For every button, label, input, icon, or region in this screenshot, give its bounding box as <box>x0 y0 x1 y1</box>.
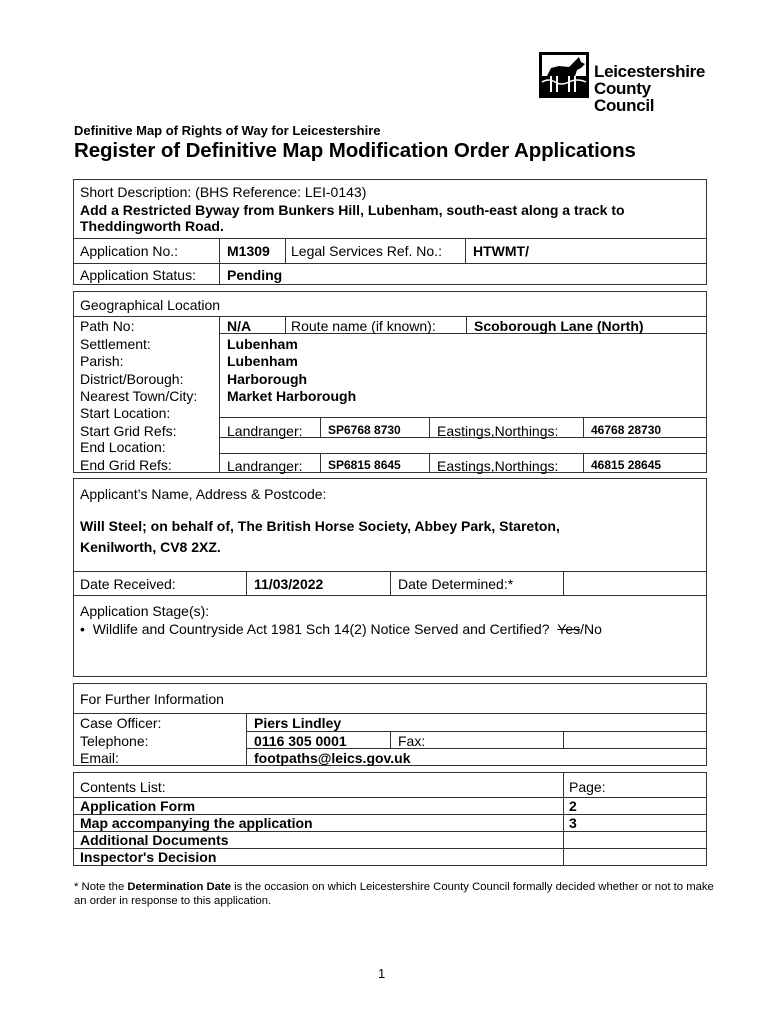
contents-item-additional: Additional Documents <box>80 832 229 848</box>
path-no-value: N/A <box>227 318 252 334</box>
town-value: Market Harborough <box>227 388 357 404</box>
parish-label: Parish: <box>80 353 124 369</box>
stage-item <box>80 621 602 637</box>
application-no-label: Application No.: <box>80 243 179 259</box>
end-location-label: End Location: <box>80 439 166 455</box>
short-description-line1: Add a Restricted Byway from Bunkers Hill, Lubenham, south-east along a track to <box>80 202 625 218</box>
applicant-line2: Kenilworth, CV8 2XZ. <box>80 539 221 555</box>
start-grid-label: Start Grid Refs: <box>80 423 177 439</box>
council-logo <box>539 52 714 115</box>
telephone-value: 0116 305 0001 <box>254 733 347 749</box>
footnote-rest: is the occasion on which Leicestershire County Council formally decided whether or not to make an order in response to this application. <box>74 881 714 907</box>
contents-label: Contents List: <box>80 779 166 795</box>
contents-item-map: Map accompanying the application <box>80 815 313 831</box>
route-name-value: Scoborough Lane (North) <box>474 318 644 334</box>
footnote-bold: Determination Date <box>127 881 231 893</box>
district-value: Harborough <box>227 371 308 387</box>
end-eastings-value: 46815 28645 <box>591 458 662 472</box>
applicant-label: Applicant’s Name, Address & Postcode: <box>80 486 327 502</box>
path-no-label: Path No: <box>80 318 135 334</box>
legal-ref-value: HTWMT/ <box>473 243 529 259</box>
document-title: Register of Definitive Map Modification Order Applications <box>74 139 636 162</box>
contents-box <box>73 772 707 866</box>
bullet: • <box>80 621 85 637</box>
start-location-label: Start Location: <box>80 405 171 421</box>
stage-yes: Yes <box>557 621 581 637</box>
start-eastings-label: Eastings,Northings: <box>437 423 559 439</box>
footnote-prefix: * Note the <box>74 881 128 893</box>
short-description-line2: Theddingworth Road. <box>80 218 224 234</box>
applicant-box <box>73 478 707 677</box>
fox-emblem-icon <box>539 52 589 98</box>
footnote <box>74 880 714 908</box>
settlement-label: Settlement: <box>80 336 151 352</box>
status-value: Pending <box>227 267 283 283</box>
start-eastings-value: 46768 28730 <box>591 423 662 437</box>
officer-value: Piers Lindley <box>254 715 342 731</box>
short-description-label: Short Description: (BHS Reference: LEI-0143) <box>80 184 367 200</box>
further-info-box <box>73 683 707 766</box>
email-label: Email: <box>80 750 119 766</box>
parish-value: Lubenham <box>227 353 298 369</box>
start-landranger-value: SP6768 8730 <box>328 423 401 437</box>
application-no-value: M1309 <box>227 243 270 259</box>
summary-box <box>73 179 707 285</box>
page-label: Page: <box>569 779 606 795</box>
legal-ref-label: Legal Services Ref. No.: <box>291 243 442 259</box>
status-label: Application Status: <box>80 267 196 283</box>
end-grid-label: End Grid Refs: <box>80 457 172 473</box>
logo-line2: County Council <box>594 79 655 115</box>
route-name-label: Route name (if known): <box>291 318 436 334</box>
geographical-box <box>73 291 707 473</box>
end-landranger-value: SP6815 8645 <box>328 458 401 472</box>
applicant-line1: Will Steel; on behalf of, The British Horse Society, Abbey Park, Stareton, <box>80 518 560 534</box>
stage-label: Application Stage(s): <box>80 603 210 619</box>
stage-no: /No <box>580 621 602 637</box>
logo-line1: Leicestershire <box>594 62 706 81</box>
end-eastings-label: Eastings,Northings: <box>437 458 559 474</box>
contents-page-1: 2 <box>569 798 577 814</box>
settlement-value: Lubenham <box>227 336 298 352</box>
contents-page-2: 3 <box>569 815 577 831</box>
district-label: District/Borough: <box>80 371 184 387</box>
end-landranger-label: Landranger: <box>227 458 303 474</box>
page-number: 1 <box>378 966 386 981</box>
info-heading: For Further Information <box>80 691 224 707</box>
stage-question: Wildlife and Countryside Act 1981 Sch 14(2) Notice Served and Certified? <box>92 621 550 637</box>
date-received-value: 11/03/2022 <box>254 576 324 592</box>
date-received-label: Date Received: <box>80 576 176 592</box>
start-landranger-label: Landranger: <box>227 423 303 439</box>
date-determined-label: Date Determined:* <box>398 576 514 592</box>
telephone-label: Telephone: <box>80 733 149 749</box>
document-subtitle: Definitive Map of Rights of Way for Leicestershire <box>74 123 381 138</box>
geo-heading: Geographical Location <box>80 297 221 313</box>
email-value: footpaths@leics.gov.uk <box>254 750 411 766</box>
contents-item-inspector: Inspector's Decision <box>80 849 217 865</box>
town-label: Nearest Town/City: <box>80 388 198 404</box>
fax-label: Fax: <box>398 733 426 749</box>
contents-item-application-form: Application Form <box>80 798 196 814</box>
officer-label: Case Officer: <box>80 715 162 731</box>
